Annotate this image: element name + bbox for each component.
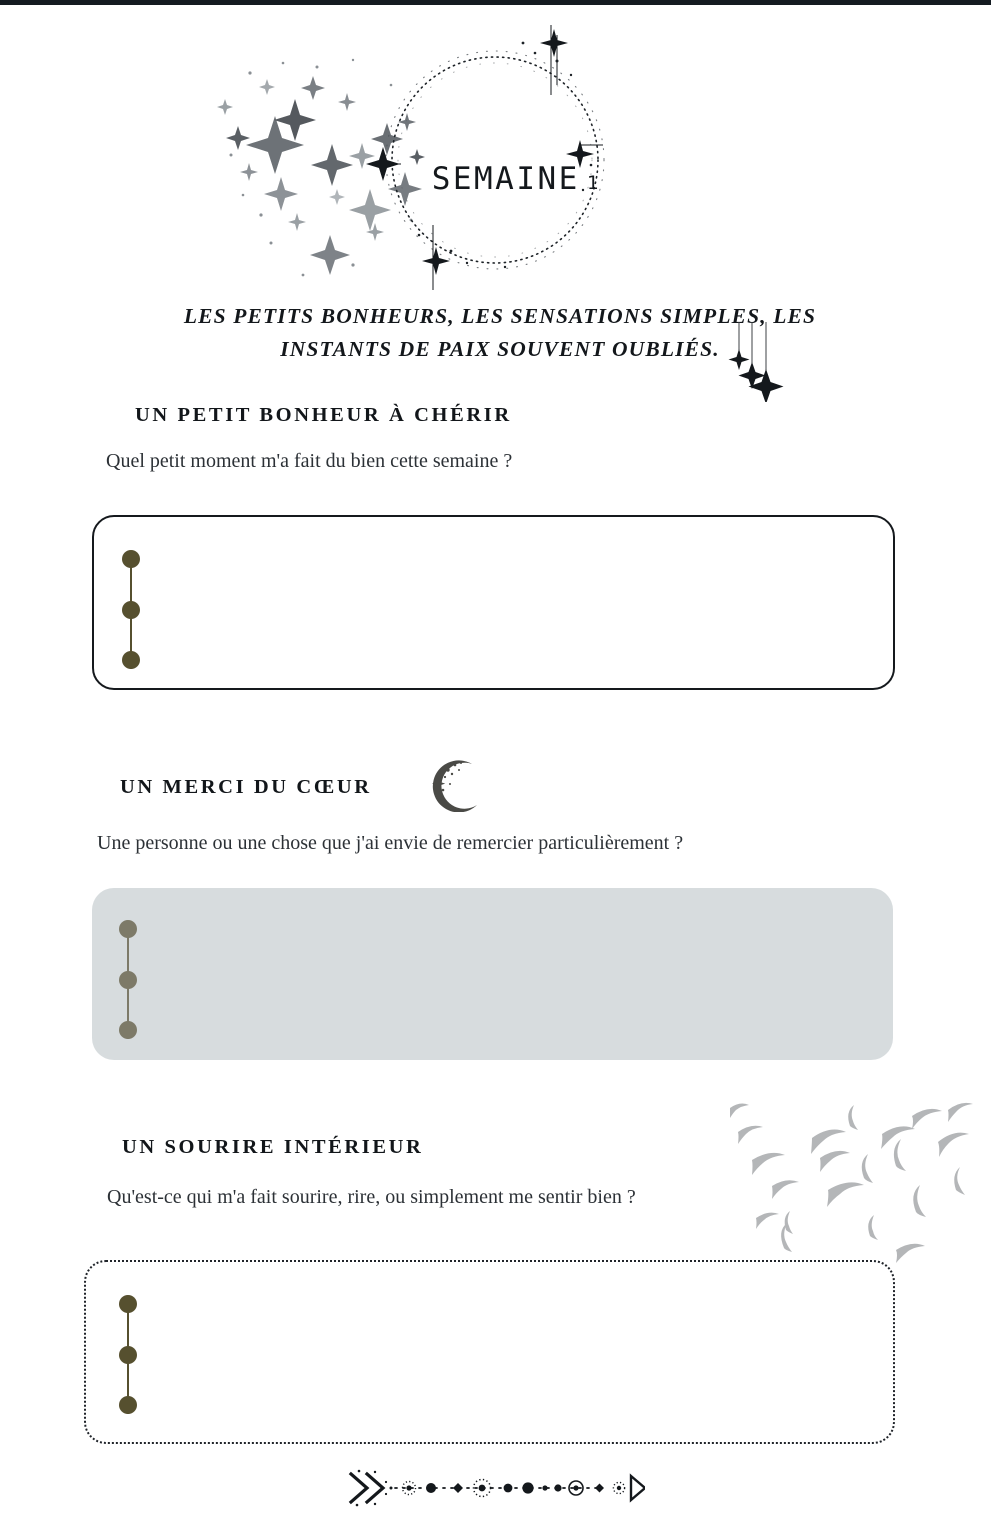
decorative-arrow-divider	[345, 1468, 645, 1510]
rail-dot-2	[119, 971, 137, 989]
rail-dot-3	[119, 1396, 137, 1414]
section-heading-sourire-interieur: UN SOURIRE INTÉRIEUR	[122, 1136, 424, 1158]
week-badge-title	[400, 161, 630, 197]
rail-dot-3	[119, 1021, 137, 1039]
star-cluster-decoration	[205, 25, 625, 290]
week-badge	[205, 25, 625, 290]
rail-dot-2	[119, 1346, 137, 1364]
rail-dot-1	[119, 920, 137, 938]
section-heading-petit-bonheur: UN PETIT BONHEUR À CHÉRIR	[135, 404, 512, 426]
crescent-moon-icon	[425, 760, 487, 812]
section-question-merci-coeur: Une personne ou une chose que j'ai envie de remercier particulièrement ?	[97, 832, 684, 854]
section-question-sourire-interieur: Qu'est-ce qui m'a fait sourire, rire, ou simplement me sentir bien ?	[107, 1186, 636, 1208]
subtitle-line-2: INSTANTS DE PAIX SOUVENT OUBLIÉS.	[280, 337, 720, 361]
top-bar	[0, 0, 991, 5]
bullet-rail	[119, 1295, 137, 1413]
rail-dot-2	[122, 601, 140, 619]
answer-box-merci-coeur[interactable]	[92, 888, 893, 1060]
answer-box-sourire-interieur[interactable]	[84, 1260, 895, 1444]
rail-dot-3	[122, 651, 140, 669]
week-number: 1	[586, 172, 599, 194]
hanging-stars-decoration	[728, 322, 788, 402]
rail-dot-1	[119, 1295, 137, 1313]
week-label: SEMAINE	[431, 161, 580, 197]
answer-box-petit-bonheur[interactable]	[92, 515, 895, 690]
feather-flock-decoration	[700, 1090, 991, 1270]
section-heading-merci-coeur: UN MERCI DU CŒUR	[120, 776, 372, 798]
bullet-rail	[119, 920, 137, 1038]
section-question-petit-bonheur: Quel petit moment m'a fait du bien cette semaine ?	[106, 450, 513, 472]
rail-dot-1	[122, 550, 140, 568]
bullet-rail	[122, 550, 140, 668]
subtitle-line-1: LES PETITS BONHEURS, LES SENSATIONS SIMPLES, LES	[183, 304, 817, 328]
